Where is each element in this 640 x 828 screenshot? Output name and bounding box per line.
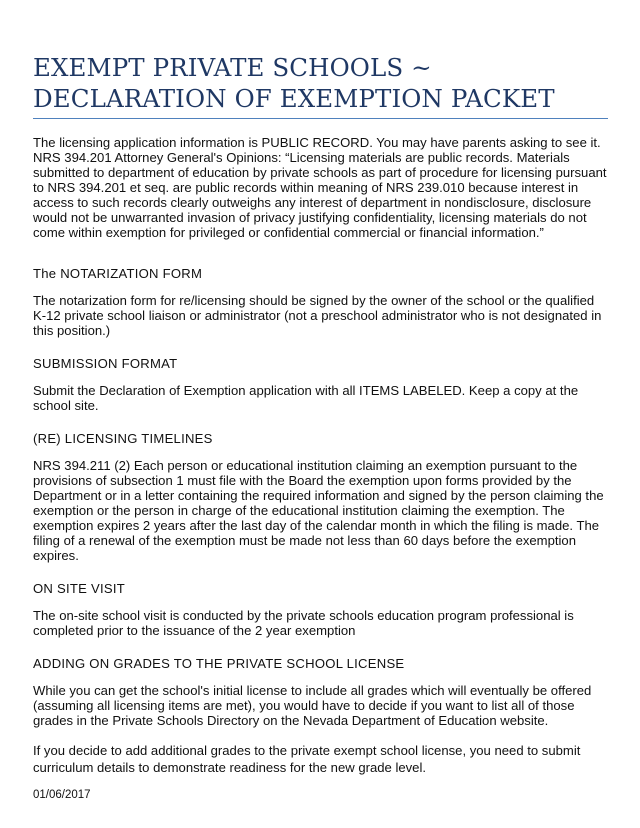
- title-line-1: EXEMPT PRIVATE SCHOOLS ~: [33, 53, 432, 82]
- section-heading-licensing-timelines: (RE) LICENSING TIMELINES: [33, 431, 213, 446]
- section-heading-notarization: The NOTARIZATION FORM: [33, 266, 203, 281]
- adding-grades-paragraph-2: If you decide to add additional grades to the private exempt school license, you need to submit curriculum details to demonstrate readiness for the new grade level.: [33, 743, 581, 775]
- title-divider: [33, 118, 608, 119]
- section-heading-adding-grades: ADDING ON GRADES TO THE PRIVATE SCHOOL LICENSE: [33, 656, 405, 671]
- document-date: 01/06/2017: [33, 789, 91, 801]
- section-heading-submission-format: SUBMISSION FORMAT: [33, 356, 178, 371]
- submission-format-paragraph: Submit the Declaration of Exemption application with all ITEMS LABELED. Keep a copy at the school site.: [33, 383, 579, 413]
- intro-paragraph: The licensing application information is PUBLIC RECORD. You may have parents asking to see it. NRS 394.201 Attorney General's Opinions: “Licensing materials are public records. Materials submitted to department of education by private schools as part of procedure for licensing pursuant to NRS 394.201 et seq. are public records within meaning of NRS 239.010 because interest in access to such records clearly outweighs any interest of department in nondisclosure, disclosure would not be unwarranted invasion of privacy justifying confidentiality, licensing materials do not come within exemption for privileged or confidential commercial or financial information.”: [33, 135, 607, 240]
- document-body: [33, 135, 608, 803]
- title-line-2: DECLARATION OF EXEMPTION PACKET: [33, 84, 555, 113]
- document-title: [33, 52, 623, 114]
- section-heading-on-site-visit: ON SITE VISIT: [33, 581, 126, 596]
- notarization-paragraph: The notarization form for re/licensing should be signed by the owner of the school or the qualified K-12 private school liaison or administrator (not a preschool administrator who is not designated in this position.): [33, 293, 602, 338]
- adding-grades-paragraph-1: While you can get the school's initial license to include all grades which will eventually be offered (assuming all licensing items are met), you would have to decide if you want to list all of those grades in the Private Schools Directory on the Nevada Department of Education website.: [33, 683, 592, 728]
- licensing-timelines-paragraph: NRS 394.211 (2) Each person or educational institution claiming an exemption pursuant to the provisions of subsection 1 must file with the Board the exemption upon forms provided by the Department or in a letter containing the required information and signed by the person claiming the exemption or the person in charge of the educational institution claiming the exemption. The exemption expires 2 years after the last day of the calendar month in which the filing is made. The filing of a renewal of the exemption must be made not less than 60 days before the exemption expires.: [33, 458, 604, 563]
- on-site-visit-paragraph: The on-site school visit is conducted by the private schools education program professional is completed prior to the issuance of the 2 year exemption: [33, 608, 574, 638]
